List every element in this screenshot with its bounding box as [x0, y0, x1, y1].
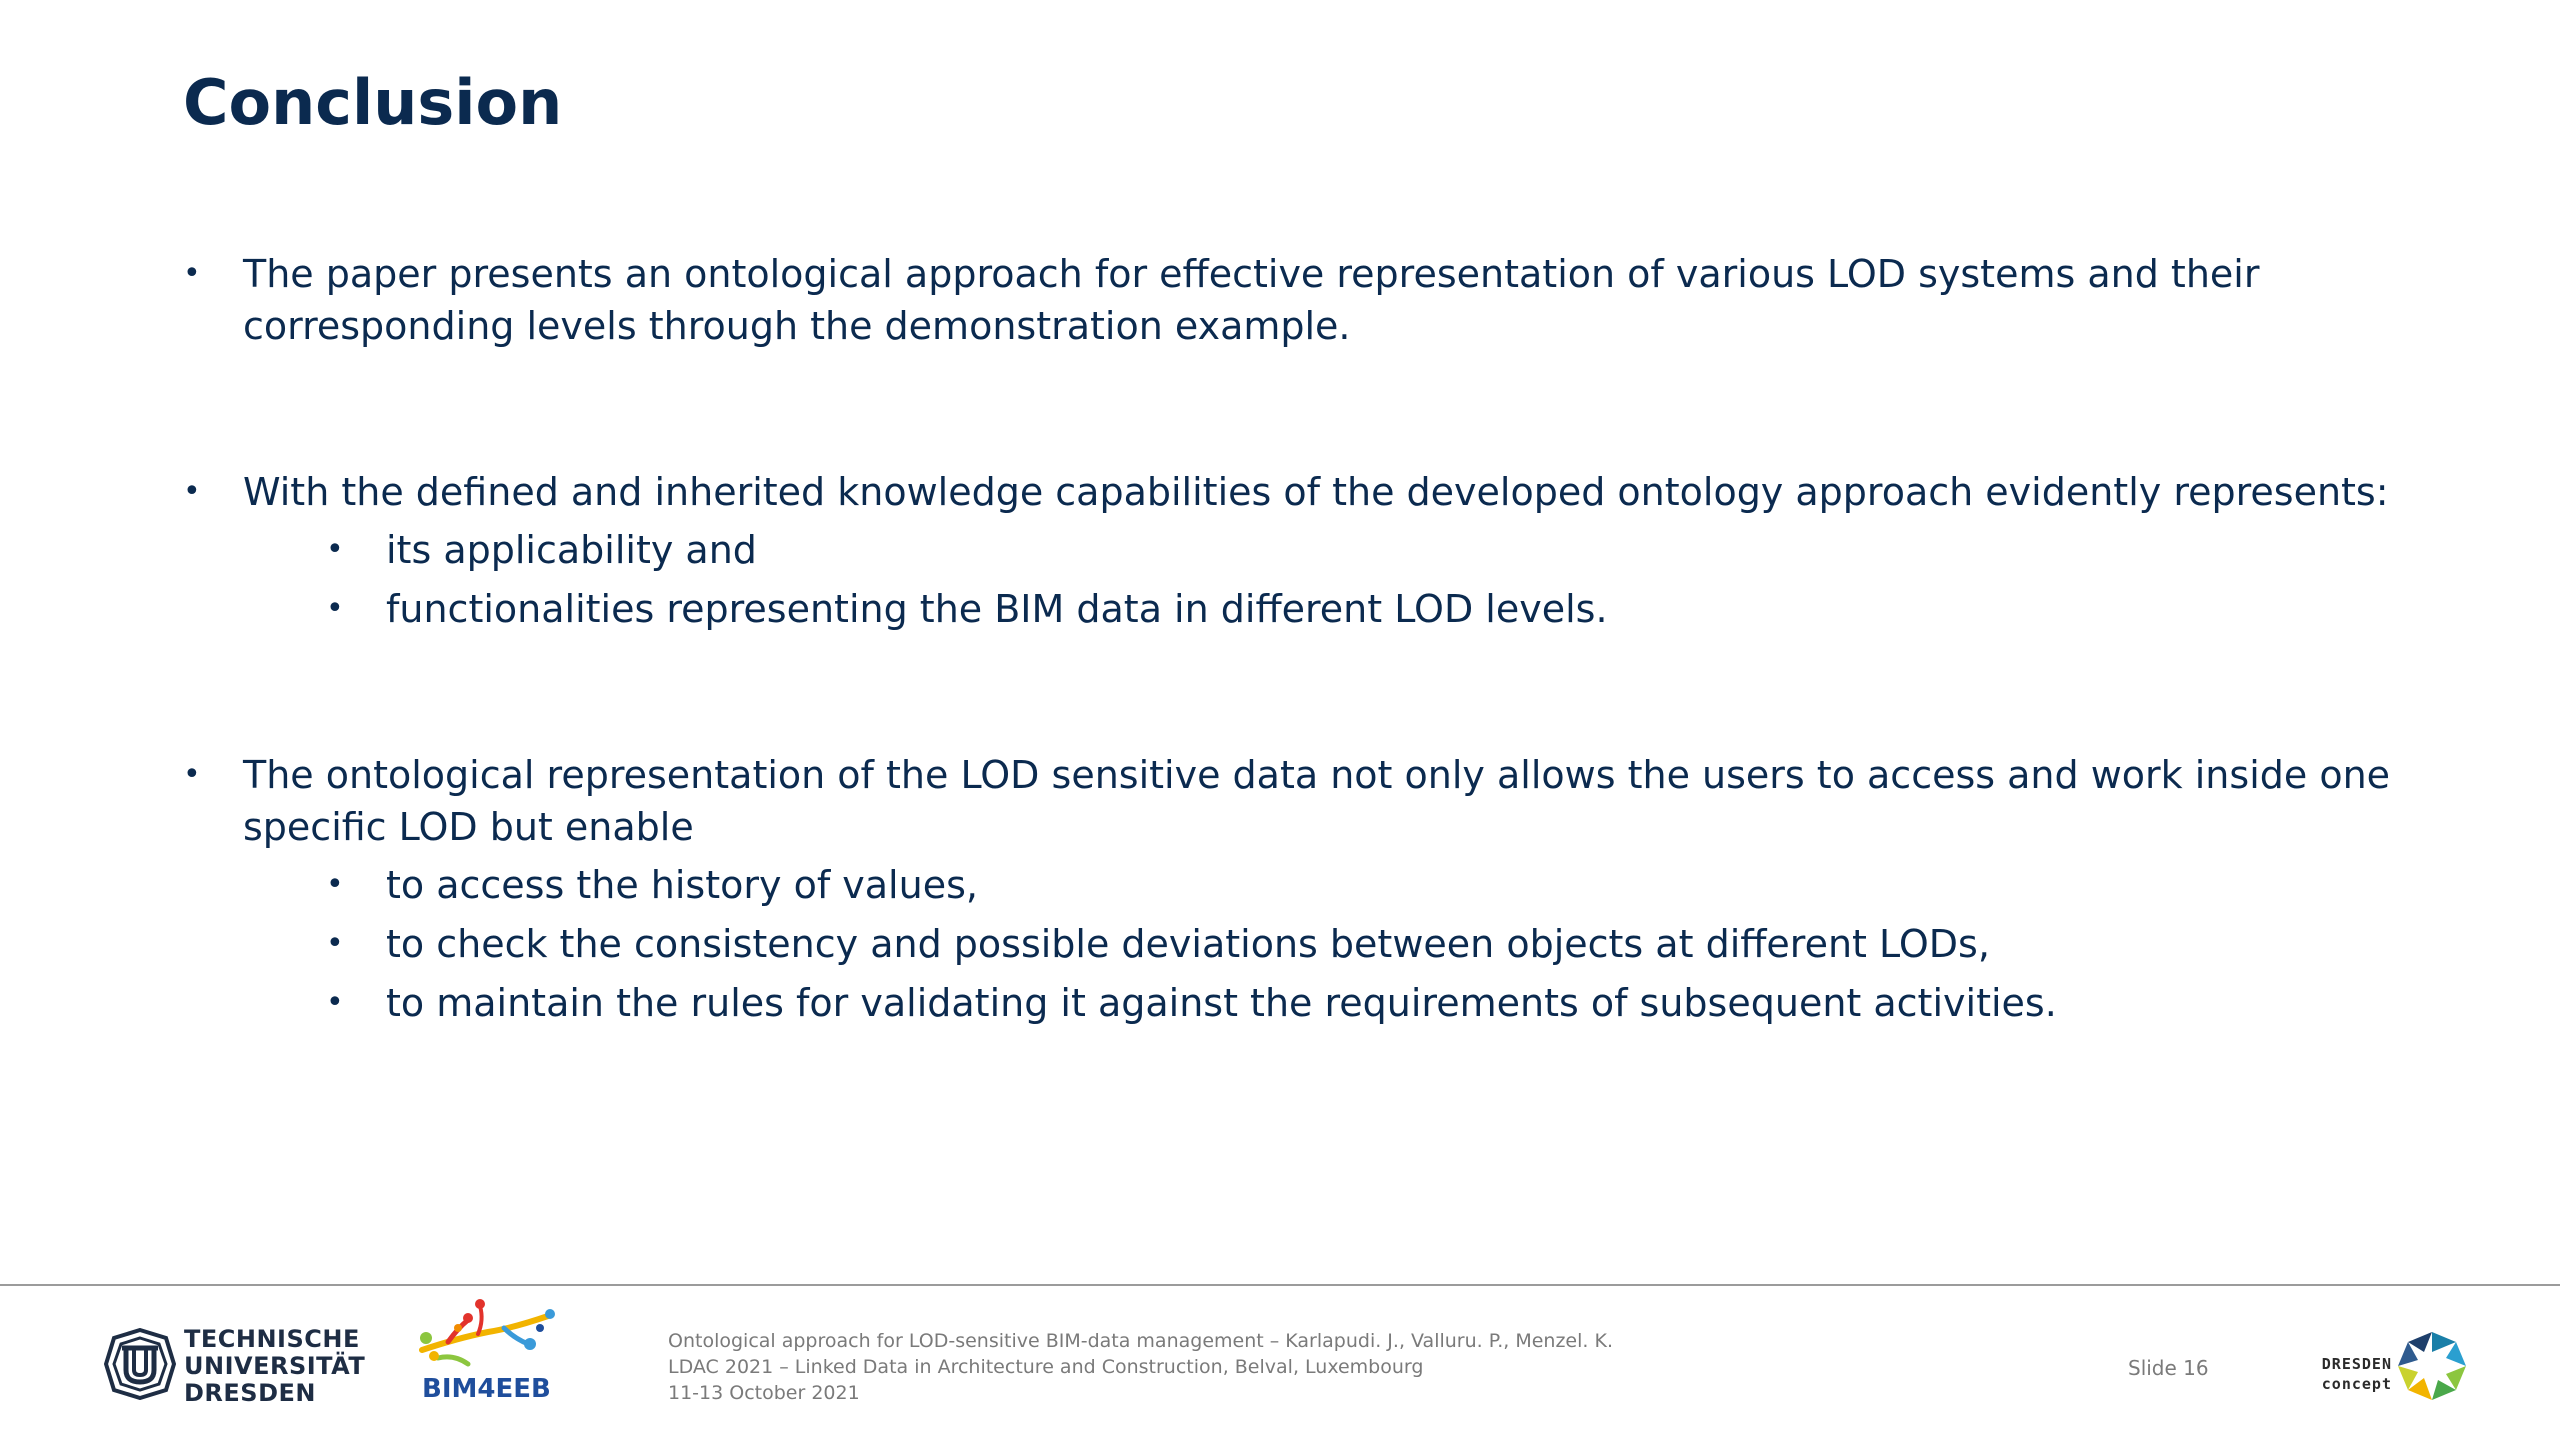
bullet-dot: • [183, 474, 201, 509]
dresden-line: DRESDEN [2321, 1355, 2392, 1373]
sub-bullet-text: functionalities representing the BIM data in different LOD levels. [386, 587, 1608, 631]
sub-bullet-item [243, 977, 2413, 1029]
bullet-list [183, 248, 2413, 1036]
sub-bullet-item [243, 918, 2413, 970]
dresden-concept-wordmark [2322, 1354, 2392, 1394]
footer-citation-line: 11-13 October 2021 [668, 1382, 860, 1404]
sub-bullet-item [243, 859, 2413, 911]
tud-line: TECHNISCHE [184, 1325, 360, 1353]
sub-bullet-text: to maintain the rules for validating it against the requirements of subsequent activities. [386, 981, 2057, 1025]
slide-number: Slide 16 [2128, 1356, 2209, 1380]
footer-citation [668, 1328, 1613, 1406]
bullet-dot: • [183, 256, 201, 291]
sub-bullet-list [243, 524, 2413, 635]
sub-bullet-dot: • [326, 867, 344, 902]
bullet-text: With the defined and inherited knowledge capabilities of the developed ontology approach evidently represents: [243, 470, 2389, 514]
bim4eeb-logo [418, 1298, 558, 1408]
dresden-line: concept [2321, 1375, 2392, 1393]
sub-bullet-dot: • [326, 985, 344, 1020]
footer-citation-line: Ontological approach for LOD-sensitive BIM-data management – Karlapudi. J., Valluru. P., Menzel. K. [668, 1330, 1613, 1352]
sub-bullet-text: its applicability and [386, 528, 757, 572]
bullet-text: The paper presents an ontological approach for effective representation of various LOD systems and their corresponding levels through the demonstration example. [243, 252, 2260, 348]
tud-logo [104, 1325, 366, 1407]
bullet-item [183, 749, 2413, 1029]
sub-bullet-dot: • [326, 591, 344, 626]
sub-bullet-text: to check the consistency and possible deviations between objects at different LODs, [386, 922, 1990, 966]
sub-bullet-item [243, 524, 2413, 576]
sub-bullet-item [243, 583, 2413, 635]
sub-bullet-text: to access the history of values, [386, 863, 978, 907]
footer-divider [0, 1284, 2560, 1286]
tud-line: DRESDEN [184, 1379, 316, 1407]
bim4eeb-wordmark: BIM4EEB [422, 1374, 551, 1404]
tud-emblem-icon [104, 1328, 176, 1400]
dresden-concept-logo [2300, 1326, 2470, 1406]
sub-bullet-dot: • [326, 926, 344, 961]
bim4eeb-branch-icon [418, 1298, 558, 1378]
tud-line: UNIVERSITÄT [184, 1352, 366, 1380]
footer-citation-line: LDAC 2021 – Linked Data in Architecture and Construction, Belval, Luxembourg [668, 1356, 1424, 1378]
sub-bullet-list [243, 859, 2413, 1029]
dresden-concept-ring-icon [2394, 1328, 2470, 1404]
bullet-item [183, 248, 2413, 352]
bullet-item [183, 466, 2413, 635]
slide-title: Conclusion [183, 66, 563, 139]
tud-wordmark [184, 1326, 365, 1407]
sub-bullet-dot: • [326, 532, 344, 567]
bullet-text: The ontological representation of the LOD sensitive data not only allows the users to access and work inside one specific LOD but enable [243, 753, 2391, 849]
bullet-dot: • [183, 757, 201, 792]
